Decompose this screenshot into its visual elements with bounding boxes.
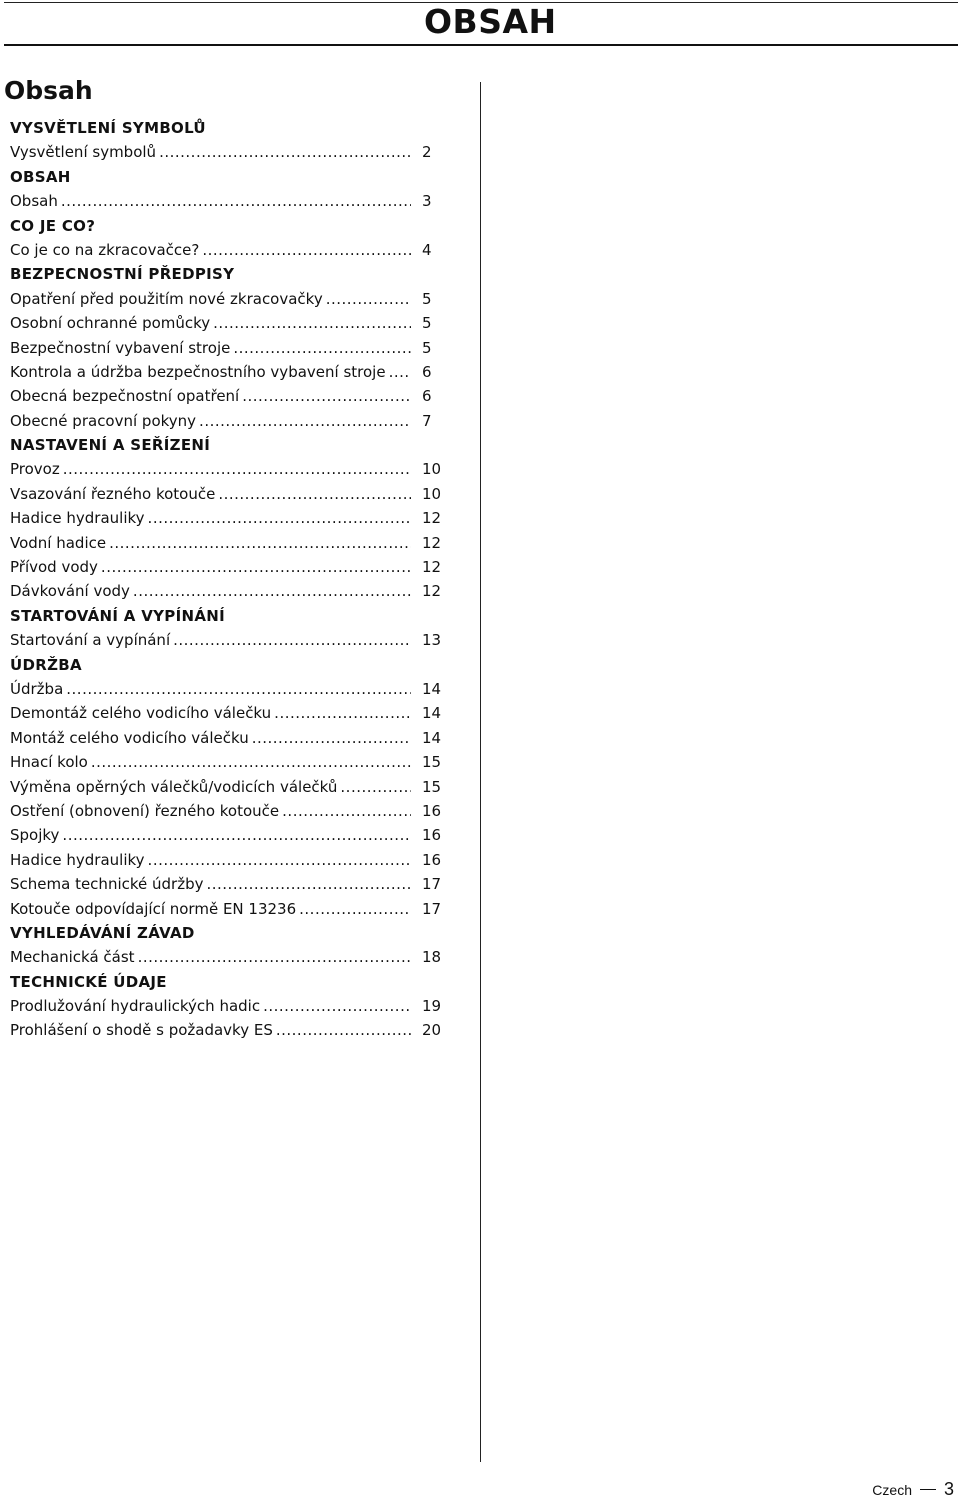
toc-entry-page: 17 xyxy=(422,875,442,894)
toc-entry xyxy=(10,287,460,311)
toc-dot-leader xyxy=(133,579,411,603)
header-rule xyxy=(4,44,958,46)
toc-entry-label: Hadice hydrauliky xyxy=(10,509,145,528)
toc-entry-page: 19 xyxy=(422,997,442,1016)
toc-entry-label: Schema technické údržby xyxy=(10,875,204,894)
toc-section-heading: VYHLEDÁVÁNÍ ZÁVAD xyxy=(10,923,195,942)
toc-section-heading: OBSAH xyxy=(10,167,71,186)
toc-dot-leader xyxy=(148,848,411,872)
toc-dot-leader xyxy=(62,823,411,847)
toc-entry-page: 6 xyxy=(422,387,432,406)
toc-entry-page: 14 xyxy=(422,728,442,747)
toc-entry xyxy=(10,531,460,555)
toc-entry-page: 10 xyxy=(422,484,442,503)
toc-entry-page: 7 xyxy=(422,411,432,430)
toc-dot-leader xyxy=(61,189,411,213)
toc-entry xyxy=(10,360,460,384)
toc-entry xyxy=(10,775,460,799)
toc-entry xyxy=(10,750,460,774)
toc-section-heading: BEZPECNOSTNÍ PŘEDPISY xyxy=(10,265,235,284)
toc-dot-leader xyxy=(159,140,411,164)
page-heading: Obsah xyxy=(4,76,93,105)
toc-entry xyxy=(10,189,460,213)
toc-dot-leader xyxy=(252,726,411,750)
page-footer xyxy=(872,1480,954,1499)
toc-entry xyxy=(10,238,460,262)
toc-entry-page: 12 xyxy=(422,558,442,577)
toc-section-heading: TECHNICKÉ ÚDAJE xyxy=(10,972,167,991)
toc-dot-leader xyxy=(101,555,411,579)
toc-dot-leader xyxy=(276,1018,411,1042)
toc-entry-page: 5 xyxy=(422,314,432,333)
toc-entry-label: Výměna opěrných válečků/vodicích válečků xyxy=(10,777,338,796)
toc-entry-page: 5 xyxy=(422,289,432,308)
toc-dot-leader xyxy=(213,311,411,335)
toc-dot-leader xyxy=(138,945,411,969)
toc-entry-label: Bezpečnostní vybavení stroje xyxy=(10,338,231,357)
toc-dot-leader xyxy=(202,238,411,262)
toc-dot-leader xyxy=(242,384,411,408)
toc-entry-label: Obecné pracovní pokyny xyxy=(10,411,197,430)
toc-dot-leader xyxy=(263,994,411,1018)
toc-section-heading: STARTOVÁNÍ A VYPÍNÁNÍ xyxy=(10,606,225,625)
toc-entry-page: 16 xyxy=(422,826,442,845)
toc-entry-page: 12 xyxy=(422,509,442,528)
toc-entry-page: 16 xyxy=(422,850,442,869)
toc-entry xyxy=(10,1018,460,1042)
toc-entry xyxy=(10,945,460,969)
toc-dot-leader xyxy=(340,775,411,799)
toc-entry xyxy=(10,726,460,750)
toc-entry xyxy=(10,555,460,579)
toc-entry-label: Startování a vypínání xyxy=(10,631,171,650)
toc-entry-label: Přívod vody xyxy=(10,558,98,577)
toc-dot-leader xyxy=(206,872,411,896)
toc-entry-page: 20 xyxy=(422,1021,442,1040)
toc-entry-label: Mechanická část xyxy=(10,948,135,967)
toc-entry xyxy=(10,409,460,433)
toc-dot-leader xyxy=(148,506,411,530)
toc-entry-label: Osobní ochranné pomůcky xyxy=(10,314,211,333)
toc-entry-label: Vysvětlení symbolů xyxy=(10,143,157,162)
toc-entry xyxy=(10,482,460,506)
toc-section-heading: NASTAVENÍ A SEŘÍZENÍ xyxy=(10,436,211,455)
toc-entry xyxy=(10,457,460,481)
toc-dot-leader xyxy=(173,628,411,652)
toc-entry-page: 15 xyxy=(422,777,442,796)
footer-page-number: 3 xyxy=(943,1479,954,1499)
header-title: OBSAH xyxy=(424,2,557,41)
toc-entry-label: Hnací kolo xyxy=(10,753,88,772)
toc-entry-label: Kontrola a údržba bezpečnostního vybavení stroje xyxy=(10,362,386,381)
toc-section-heading: VYSVĚTLENÍ SYMBOLŮ xyxy=(10,119,206,137)
toc-entry xyxy=(10,140,460,164)
toc-dot-leader xyxy=(109,531,411,555)
footer-dash xyxy=(920,1489,936,1490)
toc-dot-leader xyxy=(91,750,411,774)
toc-entry-label: Ostření (obnovení) řezného kotouče xyxy=(10,801,280,820)
toc-entry xyxy=(10,506,460,530)
toc-entry-label: Prodlužování hydraulických hadic xyxy=(10,997,261,1016)
toc-entry xyxy=(10,994,460,1018)
toc-entry-page: 16 xyxy=(422,801,442,820)
toc-entry-page: 3 xyxy=(422,192,432,211)
toc-entry-label: Provoz xyxy=(10,460,60,479)
toc-entry xyxy=(10,336,460,360)
toc-entry-label: Montáž celého vodicího válečku xyxy=(10,728,249,747)
toc-dot-leader xyxy=(389,360,411,384)
toc-entry-page: 13 xyxy=(422,631,442,650)
toc-entry-page: 12 xyxy=(422,582,442,601)
toc-dot-leader xyxy=(282,799,411,823)
toc-dot-leader xyxy=(299,897,411,921)
toc-dot-leader xyxy=(326,287,411,311)
toc-entry xyxy=(10,799,460,823)
toc-entry-page: 17 xyxy=(422,899,442,918)
table-of-contents xyxy=(10,116,460,1043)
toc-dot-leader xyxy=(63,457,411,481)
toc-dot-leader xyxy=(199,409,411,433)
toc-entry xyxy=(10,897,460,921)
toc-entry-label: Opatření před použitím nové zkracovačky xyxy=(10,289,323,308)
toc-entry xyxy=(10,579,460,603)
toc-dot-leader xyxy=(218,482,411,506)
toc-entry-label: Spojky xyxy=(10,826,60,845)
toc-entry-label: Co je co na zkracovačce? xyxy=(10,240,200,259)
toc-entry xyxy=(10,384,460,408)
footer-language: Czech xyxy=(872,1482,912,1498)
toc-entry-label: Vsazování řezného kotouče xyxy=(10,484,216,503)
column-divider xyxy=(480,82,481,1462)
toc-entry-label: Údržba xyxy=(10,679,64,698)
toc-entry-page: 10 xyxy=(422,460,442,479)
toc-entry-page: 2 xyxy=(422,143,432,162)
toc-dot-leader xyxy=(66,677,411,701)
toc-section-heading: CO JE CO? xyxy=(10,216,96,235)
toc-entry-page: 15 xyxy=(422,753,442,772)
toc-entry-label: Vodní hadice xyxy=(10,533,107,552)
toc-entry xyxy=(10,848,460,872)
toc-entry xyxy=(10,311,460,335)
toc-section-heading: ÚDRŽBA xyxy=(10,655,82,674)
toc-entry xyxy=(10,701,460,725)
toc-entry-page: 18 xyxy=(422,948,442,967)
toc-entry-label: Hadice hydrauliky xyxy=(10,850,145,869)
toc-entry-label: Obsah xyxy=(10,192,58,211)
toc-entry-page: 14 xyxy=(422,704,442,723)
toc-entry xyxy=(10,677,460,701)
toc-entry-label: Kotouče odpovídající normě EN 13236 xyxy=(10,899,297,918)
toc-entry-page: 5 xyxy=(422,338,432,357)
toc-entry xyxy=(10,872,460,896)
toc-entry-label: Obecná bezpečnostní opatření xyxy=(10,387,240,406)
toc-entry-page: 6 xyxy=(422,362,432,381)
toc-entry-label: Demontáž celého vodicího válečku xyxy=(10,704,272,723)
toc-entry xyxy=(10,628,460,652)
toc-dot-leader xyxy=(274,701,411,725)
toc-entry-label: Prohlášení o shodě s požadavky ES xyxy=(10,1021,273,1040)
toc-entry-label: Dávkování vody xyxy=(10,582,130,601)
toc-entry-page: 4 xyxy=(422,240,432,259)
toc-entry-page: 14 xyxy=(422,679,442,698)
toc-entry xyxy=(10,823,460,847)
toc-entry-page: 12 xyxy=(422,533,442,552)
toc-dot-leader xyxy=(233,336,411,360)
